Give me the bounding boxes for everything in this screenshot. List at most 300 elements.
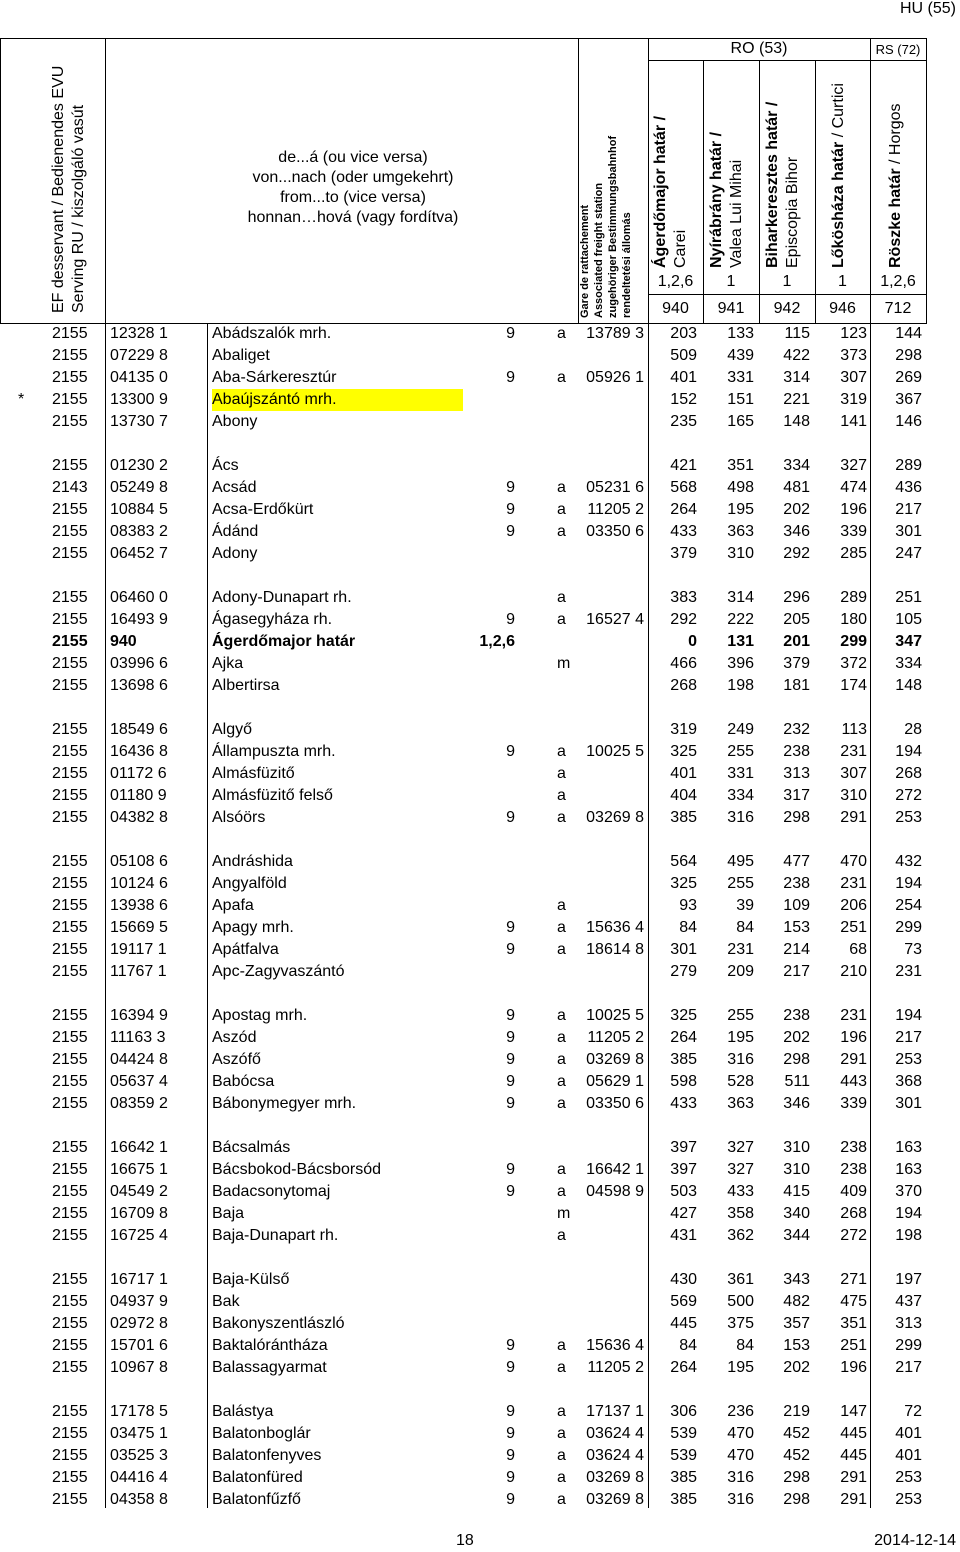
station-code: 05637 4 xyxy=(110,1073,168,1090)
distance-value: 327 xyxy=(840,457,867,474)
distance-value: 397 xyxy=(670,1139,697,1156)
distance-value: 319 xyxy=(670,721,697,738)
distance-value: 301 xyxy=(670,941,697,958)
station-code: 04135 0 xyxy=(110,369,168,386)
table-row xyxy=(0,675,960,697)
attach-station-code: 03350 6 xyxy=(586,1095,644,1112)
table-row xyxy=(0,1269,960,1291)
distance-value: 255 xyxy=(727,743,754,760)
ru-code: 2155 xyxy=(52,391,88,408)
station-code: 18549 6 xyxy=(110,721,168,738)
ru-code: 2155 xyxy=(52,941,88,958)
distance-value: 197 xyxy=(895,1271,922,1288)
station-code: 04424 8 xyxy=(110,1051,168,1068)
distance-value: 196 xyxy=(840,1359,867,1376)
distance-value: 363 xyxy=(727,523,754,540)
station-flag: 9 xyxy=(506,1337,515,1354)
ru-code: 2155 xyxy=(52,677,88,694)
station-flag: 9 xyxy=(506,1403,515,1420)
distance-value: 194 xyxy=(895,875,922,892)
distance-value: 379 xyxy=(783,655,810,672)
station-name: Adony-Dunapart rh. xyxy=(212,589,352,606)
station-name: Apagy mrh. xyxy=(212,919,294,936)
distance-value: 201 xyxy=(783,633,810,650)
distance-value: 202 xyxy=(783,1029,810,1046)
station-name: Baja xyxy=(212,1205,245,1222)
distance-value: 351 xyxy=(727,457,754,474)
border-code: 942 xyxy=(773,300,801,317)
attach-station-code: 05231 6 xyxy=(586,479,644,496)
distance-value: 84 xyxy=(736,919,754,936)
ru-code: 2143 xyxy=(52,479,88,496)
distance-value: 385 xyxy=(670,809,697,826)
table-row xyxy=(0,961,960,983)
station-mark: a xyxy=(557,809,566,826)
station-mark: a xyxy=(557,1227,566,1244)
ru-code: 2155 xyxy=(52,1227,88,1244)
distance-value: 301 xyxy=(895,1095,922,1112)
distance-value: 325 xyxy=(670,875,697,892)
distance-value: 327 xyxy=(727,1139,754,1156)
distance-value: 310 xyxy=(783,1139,810,1156)
border-flag: 1 xyxy=(726,273,736,290)
station-mark: a xyxy=(557,1447,566,1464)
distance-value: 298 xyxy=(783,1469,810,1486)
distance-value: 314 xyxy=(783,369,810,386)
group-gap xyxy=(0,1379,960,1401)
station-code: 16675 1 xyxy=(110,1161,168,1178)
distance-value: 306 xyxy=(670,1403,697,1420)
distance-value: 147 xyxy=(840,1403,867,1420)
ru-code: 2155 xyxy=(52,501,88,518)
distance-value: 84 xyxy=(679,1337,697,1354)
station-flag: 9 xyxy=(506,1447,515,1464)
distance-value: 470 xyxy=(727,1425,754,1442)
station-name: Apátfalva xyxy=(212,941,279,958)
table-row xyxy=(0,367,960,389)
distance-value: 198 xyxy=(895,1227,922,1244)
station-name: Bak xyxy=(212,1293,240,1310)
station-code: 16709 8 xyxy=(110,1205,168,1222)
distance-value: 217 xyxy=(783,963,810,980)
station-code: 04382 8 xyxy=(110,809,168,826)
station-mark: a xyxy=(557,325,566,342)
fromto-line: honnan…hová (vagy fordítva) xyxy=(247,209,459,226)
station-code: 10884 5 xyxy=(110,501,168,518)
station-name: Balassagyarmat xyxy=(212,1359,327,1376)
fromto-line: from...to (vice versa) xyxy=(280,189,426,206)
station-mark: a xyxy=(557,1183,566,1200)
ru-code: 2155 xyxy=(52,1337,88,1354)
ru-code: 2155 xyxy=(52,1007,88,1024)
station-mark: a xyxy=(557,1029,566,1046)
station-flag: 1,2,6 xyxy=(479,633,515,650)
distance-value: 474 xyxy=(840,479,867,496)
distance-value: 466 xyxy=(670,655,697,672)
station-mark: a xyxy=(557,1469,566,1486)
distance-value: 313 xyxy=(783,765,810,782)
distance-value: 206 xyxy=(840,897,867,914)
distance-value: 445 xyxy=(670,1315,697,1332)
station-name: Balatonfenyves xyxy=(212,1447,322,1464)
distance-value: 221 xyxy=(783,391,810,408)
flag-row-line xyxy=(648,294,927,295)
ru-code: 2155 xyxy=(52,633,88,650)
station-name: Albertirsa xyxy=(212,677,280,694)
distance-value: 291 xyxy=(840,809,867,826)
group-gap xyxy=(0,983,960,1005)
group-gap xyxy=(0,565,960,587)
station-flag: 9 xyxy=(506,501,515,518)
station-name: Ács xyxy=(212,457,239,474)
distance-value: 113 xyxy=(841,721,867,738)
station-code: 13300 9 xyxy=(110,391,168,408)
table-row xyxy=(0,323,960,345)
ru-code: 2155 xyxy=(52,347,88,364)
distance-value: 361 xyxy=(727,1271,754,1288)
border-header-carei: Ágerdőmajor határ / Carei xyxy=(652,115,689,268)
ru-code: 2155 xyxy=(52,721,88,738)
station-flag: 9 xyxy=(506,919,515,936)
distance-value: 264 xyxy=(670,1359,697,1376)
ru-code: 2155 xyxy=(52,1051,88,1068)
ru-code: 2155 xyxy=(52,413,88,430)
distance-value: 569 xyxy=(670,1293,697,1310)
distance-value: 316 xyxy=(727,1051,754,1068)
distance-value: 314 xyxy=(727,589,754,606)
table-row xyxy=(0,1181,960,1203)
distance-value: 397 xyxy=(670,1161,697,1178)
distance-value: 93 xyxy=(679,897,697,914)
distance-value: 368 xyxy=(895,1073,922,1090)
table-row xyxy=(0,1445,960,1467)
station-name: Ágerdőmajor határ xyxy=(212,633,356,650)
distance-value: 141 xyxy=(840,413,867,430)
station-code: 01180 9 xyxy=(110,787,167,804)
distance-value: 181 xyxy=(783,677,810,694)
table-row xyxy=(0,1423,960,1445)
station-name: Andráshida xyxy=(212,853,293,870)
attach-station-code: 11205 2 xyxy=(587,1029,644,1046)
distance-value: 148 xyxy=(895,677,922,694)
ru-code: 2155 xyxy=(52,325,88,342)
ru-code: 2155 xyxy=(52,1425,88,1442)
attach-station-code: 03269 8 xyxy=(586,1051,644,1068)
table-row xyxy=(0,1335,960,1357)
station-code: 04358 8 xyxy=(110,1491,168,1508)
distance-value: 325 xyxy=(670,1007,697,1024)
distance-value: 231 xyxy=(895,963,922,980)
station-flag: 9 xyxy=(506,1051,515,1068)
border-flag: 1 xyxy=(838,273,847,290)
station-code: 16394 9 xyxy=(110,1007,168,1024)
distance-value: 264 xyxy=(670,1029,697,1046)
distance-value: 247 xyxy=(895,545,922,562)
distance-value: 421 xyxy=(670,457,697,474)
distance-value: 481 xyxy=(783,479,810,496)
station-flag: 9 xyxy=(506,1469,515,1486)
distance-value: 232 xyxy=(783,721,810,738)
attach-station-code: 10025 5 xyxy=(586,1007,644,1024)
station-name: Almásfüzitő felső xyxy=(212,787,333,804)
distance-value: 404 xyxy=(670,787,697,804)
distance-value: 310 xyxy=(727,545,754,562)
ru-code: 2155 xyxy=(52,1271,88,1288)
distance-value: 385 xyxy=(670,1491,697,1508)
ru-code: 2155 xyxy=(52,1183,88,1200)
station-name: Állampuszta mrh. xyxy=(212,743,336,760)
table-row xyxy=(0,653,960,675)
station-code: 16493 9 xyxy=(110,611,168,628)
table-row xyxy=(0,543,960,565)
station-mark: a xyxy=(557,1007,566,1024)
table-row xyxy=(0,917,960,939)
station-flag: 9 xyxy=(506,1491,515,1508)
distance-value: 238 xyxy=(783,743,810,760)
distance-value: 217 xyxy=(895,1359,922,1376)
distance-value: 385 xyxy=(670,1051,697,1068)
ru-code: 2155 xyxy=(52,963,88,980)
station-code: 13938 6 xyxy=(110,897,168,914)
attach-station-code: 15636 4 xyxy=(586,1337,644,1354)
distance-value: 346 xyxy=(783,523,810,540)
attach-station-code: 03350 6 xyxy=(586,523,644,540)
table-row xyxy=(0,1049,960,1071)
table-row xyxy=(0,499,960,521)
station-mark: a xyxy=(557,765,566,782)
distance-value: 358 xyxy=(727,1205,754,1222)
distance-value: 202 xyxy=(783,1359,810,1376)
attach-station-code: 05629 1 xyxy=(586,1073,644,1090)
distance-value: 415 xyxy=(783,1183,810,1200)
distance-value: 452 xyxy=(783,1425,810,1442)
distance-value: 343 xyxy=(783,1271,810,1288)
station-flag: 9 xyxy=(506,611,515,628)
distance-value: 205 xyxy=(783,611,810,628)
table-row xyxy=(0,587,960,609)
station-code: 06452 7 xyxy=(110,545,168,562)
distance-value: 528 xyxy=(727,1073,754,1090)
fromto-line: von...nach (oder umgekehrt) xyxy=(252,169,454,186)
station-code: 13698 6 xyxy=(110,677,168,694)
distance-value: 68 xyxy=(849,941,867,958)
station-code: 02972 8 xyxy=(110,1315,168,1332)
distance-value: 344 xyxy=(783,1227,810,1244)
station-flag: 9 xyxy=(506,369,515,386)
distance-value: 482 xyxy=(783,1293,810,1310)
distance-value: 292 xyxy=(670,611,697,628)
ru-code: 2155 xyxy=(52,523,88,540)
distance-value: 470 xyxy=(727,1447,754,1464)
distance-value: 148 xyxy=(783,413,810,430)
distance-value: 362 xyxy=(727,1227,754,1244)
station-code: 19117 1 xyxy=(110,941,167,958)
distance-value: 313 xyxy=(895,1315,922,1332)
station-code: 16717 1 xyxy=(110,1271,168,1288)
distance-value: 84 xyxy=(736,1337,754,1354)
distance-value: 292 xyxy=(783,545,810,562)
distance-value: 422 xyxy=(783,347,810,364)
distance-value: 539 xyxy=(670,1447,697,1464)
distance-value: 291 xyxy=(840,1051,867,1068)
distance-value: 298 xyxy=(783,1491,810,1508)
col-line-right xyxy=(926,38,927,323)
distance-value: 511 xyxy=(784,1073,810,1090)
distance-value: 253 xyxy=(895,1469,922,1486)
distance-value: 163 xyxy=(895,1161,922,1178)
border-flag: 1 xyxy=(782,273,792,290)
distance-value: 316 xyxy=(727,1491,754,1508)
station-flag: 9 xyxy=(506,941,515,958)
distance-value: 475 xyxy=(840,1293,867,1310)
distance-value: 317 xyxy=(783,787,810,804)
distance-value: 347 xyxy=(895,633,922,650)
distance-value: 163 xyxy=(895,1139,922,1156)
distance-value: 123 xyxy=(840,325,867,342)
distance-value: 268 xyxy=(670,677,697,694)
station-name: Balatonfűzfő xyxy=(212,1491,301,1508)
station-name: Balatonboglár xyxy=(212,1425,311,1442)
station-code: 940 xyxy=(110,633,137,650)
station-name: Badacsonytomaj xyxy=(212,1183,331,1200)
station-name: Acsa-Erdőkürt xyxy=(212,501,314,518)
distance-value: 251 xyxy=(840,1337,867,1354)
station-mark: a xyxy=(557,523,566,540)
distance-value: 219 xyxy=(783,1403,810,1420)
station-name: Abony xyxy=(212,413,258,430)
attach-station-code: 11205 2 xyxy=(587,501,644,518)
table-row xyxy=(0,785,960,807)
distance-value: 231 xyxy=(840,743,867,760)
distance-value: 307 xyxy=(840,765,867,782)
ru-code: 2155 xyxy=(52,1315,88,1332)
distance-value: 331 xyxy=(727,369,754,386)
table-row xyxy=(0,1071,960,1093)
distance-value: 436 xyxy=(895,479,922,496)
ru-code: 2155 xyxy=(52,655,88,672)
station-mark: a xyxy=(557,479,566,496)
table-row xyxy=(0,1225,960,1247)
table-row xyxy=(0,609,960,631)
distance-value: 401 xyxy=(670,765,697,782)
col-line-left xyxy=(0,38,1,323)
attach-station-code: 17137 1 xyxy=(586,1403,644,1420)
distance-value: 202 xyxy=(783,501,810,518)
table-row xyxy=(0,1357,960,1379)
ru-code: 2155 xyxy=(52,1161,88,1178)
distance-value: 301 xyxy=(895,523,922,540)
distance-value: 198 xyxy=(727,677,754,694)
station-name: Baja-Dunapart rh. xyxy=(212,1227,339,1244)
distance-value: 370 xyxy=(895,1183,922,1200)
station-code: 15701 6 xyxy=(110,1337,168,1354)
station-name: Abaújszántó mrh. xyxy=(212,389,463,411)
station-name: Angyalföld xyxy=(212,875,287,892)
distance-value: 109 xyxy=(783,897,810,914)
station-code: 10124 6 xyxy=(110,875,168,892)
station-name: Adony xyxy=(212,545,258,562)
distance-value: 253 xyxy=(895,1491,922,1508)
distance-value: 153 xyxy=(783,919,810,936)
station-name: Bácsbokod-Bácsborsód xyxy=(212,1161,381,1178)
station-code: 06460 0 xyxy=(110,589,168,606)
distance-value: 249 xyxy=(727,721,754,738)
attach-station-code: 11205 2 xyxy=(587,1359,644,1376)
table-row xyxy=(0,1027,960,1049)
station-name: Babócsa xyxy=(212,1073,275,1090)
station-mark: a xyxy=(557,787,566,804)
distance-value: 339 xyxy=(840,1095,867,1112)
distance-value: 334 xyxy=(783,457,810,474)
ru-code: 2155 xyxy=(52,1205,88,1222)
station-code: 13730 7 xyxy=(110,413,168,430)
table-row xyxy=(0,851,960,873)
station-flag: 9 xyxy=(506,1007,515,1024)
distance-value: 133 xyxy=(727,325,754,342)
distance-value: 500 xyxy=(727,1293,754,1310)
distance-value: 291 xyxy=(840,1469,867,1486)
station-mark: a xyxy=(557,743,566,760)
station-mark: a xyxy=(557,1073,566,1090)
distance-value: 539 xyxy=(670,1425,697,1442)
ru-code: 2155 xyxy=(52,1139,88,1156)
footer-date: 2014-12-14 xyxy=(874,1532,956,1549)
ru-code: 2155 xyxy=(52,369,88,386)
table-row xyxy=(0,807,960,829)
distance-value: 253 xyxy=(895,809,922,826)
ru-code: 2155 xyxy=(52,457,88,474)
station-name: Bábonymegyer mrh. xyxy=(212,1095,357,1112)
distance-value: 503 xyxy=(670,1183,697,1200)
distance-value: 251 xyxy=(840,919,867,936)
distance-value: 299 xyxy=(895,919,922,936)
distance-value: 470 xyxy=(840,853,867,870)
distance-value: 269 xyxy=(895,369,922,386)
station-code: 11163 3 xyxy=(110,1029,166,1046)
distance-value: 379 xyxy=(670,545,697,562)
attach-station-code: 16642 1 xyxy=(586,1161,644,1178)
distance-value: 214 xyxy=(783,941,810,958)
station-flag: 9 xyxy=(506,1095,515,1112)
distance-value: 367 xyxy=(895,391,922,408)
distance-value: 319 xyxy=(840,391,867,408)
distance-value: 152 xyxy=(670,391,697,408)
distance-value: 401 xyxy=(895,1447,922,1464)
station-flag: 9 xyxy=(506,479,515,496)
station-flag: 9 xyxy=(506,1183,515,1200)
station-mark: a xyxy=(557,941,566,958)
ru-code: 2155 xyxy=(52,1469,88,1486)
station-mark: a xyxy=(557,589,566,606)
table-row xyxy=(0,345,960,367)
station-name: Balatonfüred xyxy=(212,1469,303,1486)
distance-value: 264 xyxy=(670,501,697,518)
attach-station-code: 13789 3 xyxy=(586,325,644,342)
table-row xyxy=(0,521,960,543)
station-code: 08383 2 xyxy=(110,523,168,540)
table-row xyxy=(0,1401,960,1423)
station-flag: 9 xyxy=(506,1073,515,1090)
station-code: 04937 9 xyxy=(110,1293,168,1310)
station-code: 05108 6 xyxy=(110,853,168,870)
fromto-header xyxy=(208,148,498,228)
distance-value: 251 xyxy=(895,589,922,606)
ru-code: 2155 xyxy=(52,853,88,870)
distance-value: 196 xyxy=(840,1029,867,1046)
distance-value: 28 xyxy=(904,721,922,738)
attach-station-code: 16527 4 xyxy=(586,611,644,628)
distance-value: 437 xyxy=(895,1293,922,1310)
